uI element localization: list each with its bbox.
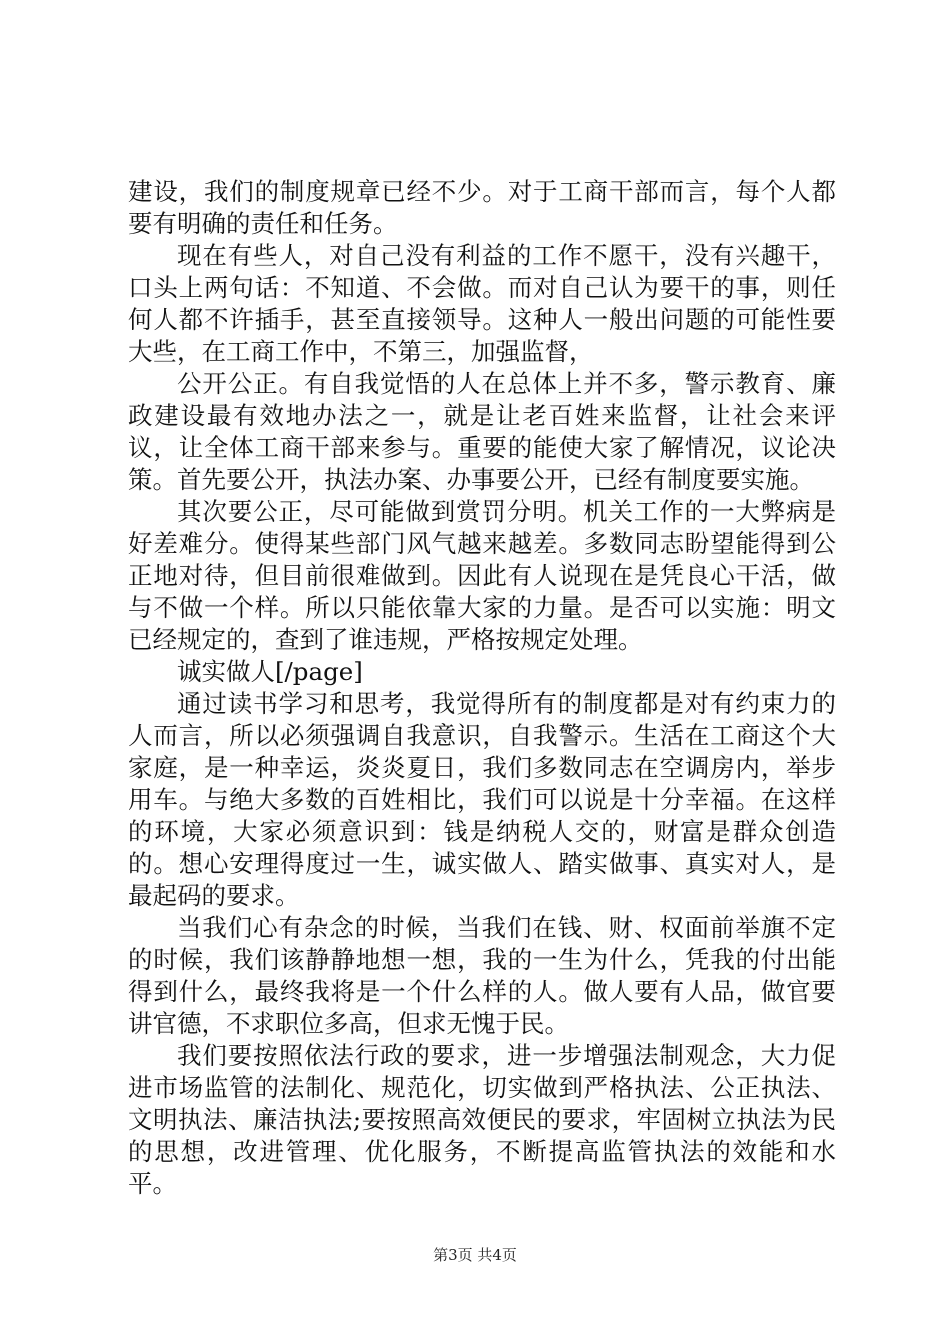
- paragraph: 我们要按照依法行政的要求，进一步增强法制观念，大力促进市场监管的法制化、规范化，切实做到严格执法、公正执法、文明执法、廉洁执法;要按照高效便民的要求，牢固树立执法为民的思想，改进管理、优化服务，不断提高监管执法的效能和水平。: [128, 1041, 836, 1198]
- paragraph: 通过读书学习和思考，我觉得所有的制度都是对有约束力的人而言，所以必须强调自我意识，自我警示。生活在工商这个大家庭，是一种幸运，炎炎夏日，我们多数同志在空调房内，举步用车。与绝大多数的百姓相比，我们可以说是十分幸福。在这样的环境，大家必须意识到：钱是纳税人交的，财富是群众创造的。想心安理得度过一生，诚实做人、踏实做事、真实对人，是最起码的要求。: [128, 689, 836, 910]
- paragraph: 当我们心有杂念的时候，当我们在钱、财、权面前举旗不定的时候，我们该静静地想一想，我的一生为什么，凭我的付出能得到什么，最终我将是一个什么样的人。做人要有人品，做官要讲官德，不求职位多高，但求无愧于民。: [128, 913, 836, 1038]
- paragraph: 公开公正。有自我觉悟的人在总体上并不多，警示教育、廉政建设最有效地办法之一，就是让老百姓来监督，让社会来评议，让全体工商干部来参与。重要的能使大家了解情况，议论决策。首先要公开，执法办案、办事要公开，已经有制度要实施。: [128, 369, 836, 494]
- paragraph: 建设，我们的制度规章已经不少。对于工商干部而言，每个人都要有明确的责任和任务。: [128, 177, 836, 238]
- paragraph: 其次要公正，尽可能做到赏罚分明。机关工作的一大弊病是好差难分。使得某些部门风气越来越差。多数同志盼望能得到公正地对待，但目前很难做到。因此有人说现在是凭良心干活，做与不做一个样。所以只能依靠大家的力量。是否可以实施：明文已经规定的，查到了谁违规，严格按规定处理。: [128, 497, 836, 654]
- page-number-footer: 第3页 共4页: [433, 1246, 517, 1264]
- section-heading: 诚实做人[/page]: [177, 657, 363, 686]
- paragraph: 现在有些人，对自己没有利益的工作不愿干，没有兴趣干，口头上两句话：不知道、不会做。而对自己认为要干的事，则任何人都不许插手，甚至直接领导。这种人一般出问题的可能性要大些，在工商工作中，不第三，加强监督，: [128, 241, 836, 366]
- document-body: [128, 176, 836, 1200]
